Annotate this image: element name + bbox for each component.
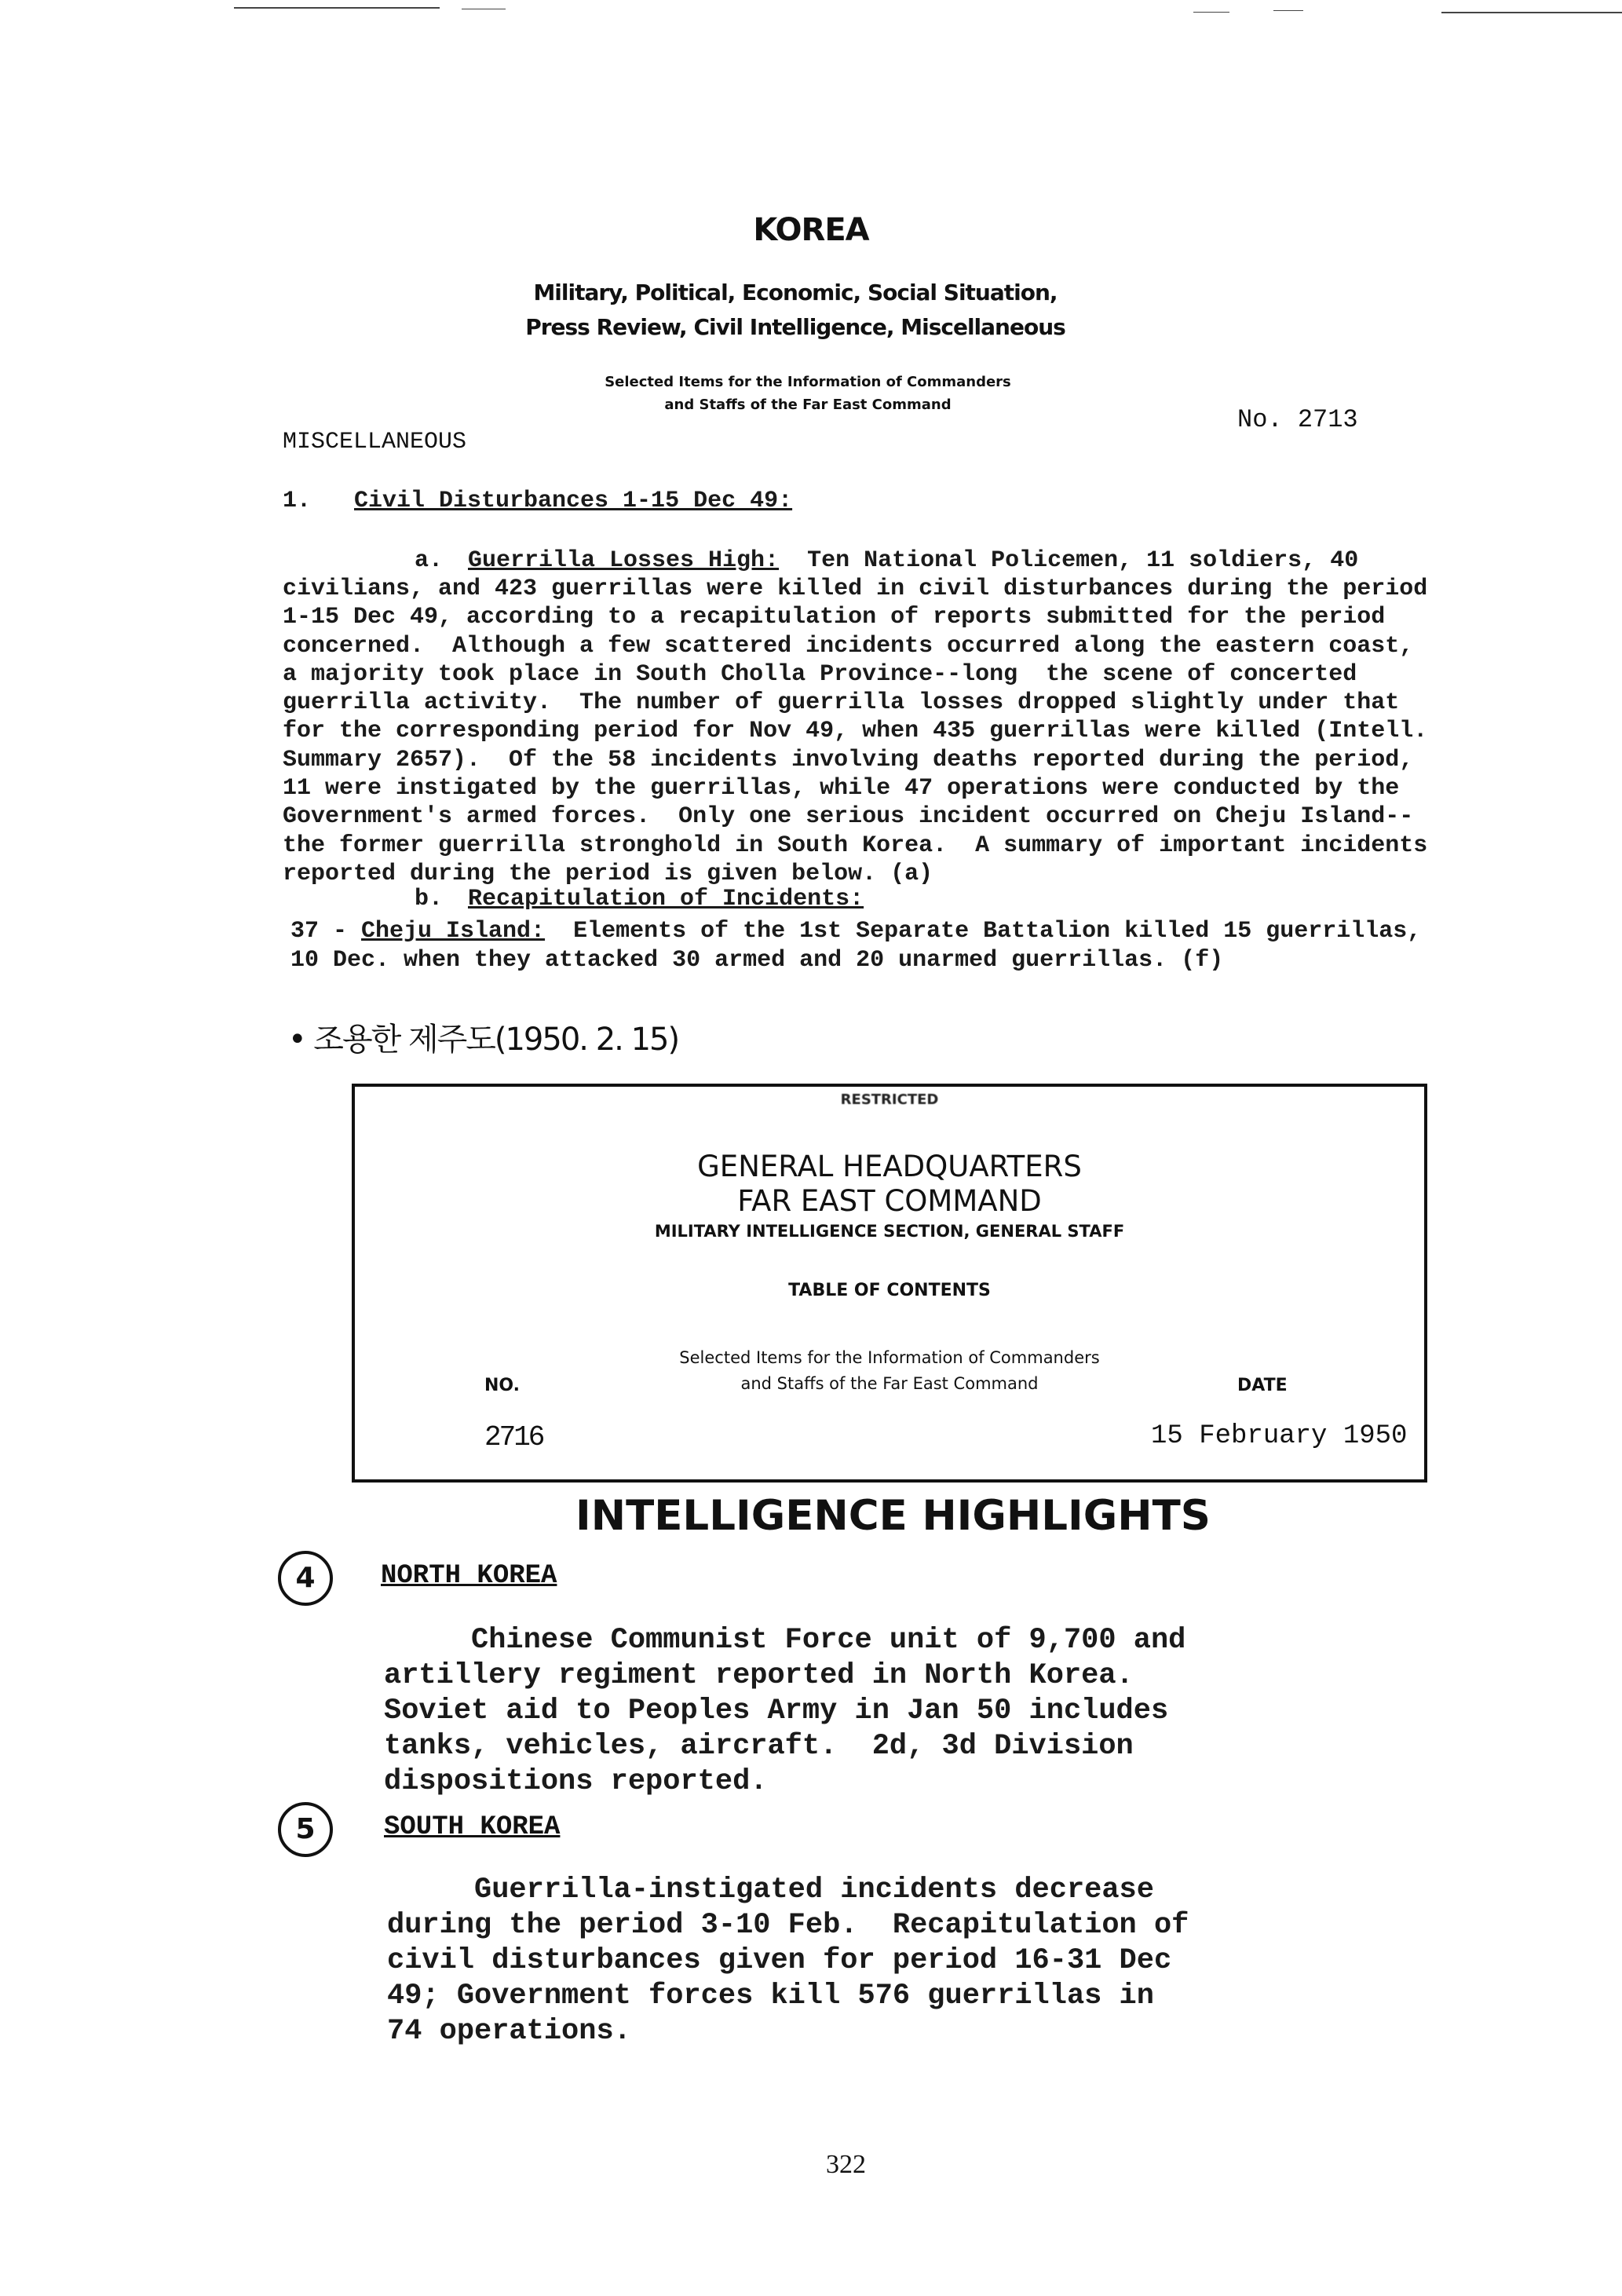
subitem-a-title: Guerrilla Losses High: bbox=[468, 547, 780, 574]
date-label: DATE bbox=[1237, 1376, 1288, 1395]
incident-number: 37 - bbox=[290, 918, 362, 945]
selected-items-line: Selected Items for the Information of Commanders bbox=[679, 1348, 1100, 1367]
scan-rule bbox=[1273, 10, 1303, 11]
selected-items-line: and Staffs of the Far East Command bbox=[664, 397, 952, 413]
text-line: reported during the period is given below. (a) bbox=[283, 860, 933, 887]
selected-items-line: and Staffs of the Far East Command bbox=[740, 1374, 1039, 1393]
scan-rule bbox=[1441, 12, 1622, 13]
text-line: guerrilla activity. The number of guerrilla losses dropped slightly under that bbox=[283, 689, 1400, 717]
text-line: Summary 2657). Of the 58 incidents involving deaths reported during the period, bbox=[283, 746, 1414, 773]
south-korea-paragraph bbox=[387, 1873, 1189, 2049]
text-line: a majority took place in South Cholla Province--long the scene of concerted bbox=[283, 660, 1357, 688]
text-line: dispositions reported. bbox=[384, 1765, 768, 1798]
text-line: Soviet aid to Peoples Army in Jan 50 includes bbox=[384, 1695, 1169, 1727]
subtitle-line: Press Review, Civil Intelligence, Miscellaneous bbox=[525, 314, 1065, 340]
cover-line-fec: FAR EAST COMMAND bbox=[737, 1184, 1042, 1218]
text-line: 1-15 Dec 49, according to a recapitulation of reports submitted for the period bbox=[283, 604, 1386, 631]
cover-line-ghq: GENERAL HEADQUARTERS bbox=[697, 1150, 1082, 1183]
section-heading-north-korea: NORTH KOREA bbox=[381, 1561, 557, 1591]
number-label: NO. bbox=[484, 1376, 520, 1395]
text-line: Guerrilla-instigated incidents decrease bbox=[387, 1874, 1154, 1907]
cover-line-mis: MILITARY INTELLIGENCE SECTION, GENERAL STAFF bbox=[654, 1222, 1125, 1241]
text-line: concerned. Although a few scattered incidents occurred along the eastern coast, bbox=[283, 632, 1414, 660]
photo-caption: • 조용한 제주도(1950. 2. 15) bbox=[288, 1022, 679, 1058]
highlights-title: INTELLIGENCE HIGHLIGHTS bbox=[575, 1492, 1211, 1540]
incident-entry-line: 10 Dec. when they attacked 30 armed and 20 unarmed guerrillas. (f) bbox=[290, 947, 1224, 974]
text-line: 49; Government forces kill 576 guerrillas in bbox=[387, 1980, 1154, 2013]
text-line: for the corresponding period for Nov 49, when 435 guerrillas were killed (Intell. bbox=[283, 718, 1428, 745]
selected-items-line: Selected Items for the Information of Commanders bbox=[605, 374, 1011, 390]
cover-page-box bbox=[352, 1084, 1427, 1483]
section-marker-4: 4 bbox=[278, 1551, 333, 1606]
item-title: Civil Disturbances 1-15 Dec 49: bbox=[354, 488, 793, 514]
issue-date: 15 February 1950 bbox=[1151, 1421, 1408, 1451]
incident-text: Elements of the 1st Separate Battalion killed 15 guerrillas, bbox=[545, 918, 1422, 945]
scan-rule bbox=[1193, 12, 1229, 13]
text-line: Chinese Communist Force unit of 9,700 and bbox=[384, 1624, 1186, 1657]
document-number: No. 2713 bbox=[1237, 405, 1358, 434]
section-label: MISCELLANEOUS bbox=[283, 429, 467, 455]
subitem-a-text: Ten National Policemen, 11 soldiers, 40 bbox=[779, 547, 1359, 574]
subitem-b-label: b. bbox=[415, 886, 444, 912]
subtitle-line: Military, Political, Economic, Social Situation, bbox=[533, 280, 1058, 305]
incident-location: Cheju Island: bbox=[361, 918, 546, 945]
item-number: 1. bbox=[283, 488, 312, 514]
table-of-contents-label: TABLE OF CONTENTS bbox=[788, 1281, 991, 1300]
text-line: artillery regiment reported in North Korea. bbox=[384, 1659, 1134, 1692]
text-line: 11 were instigated by the guerrillas, while 47 operations were conducted by the bbox=[283, 775, 1400, 803]
scan-rule bbox=[234, 7, 440, 9]
classification-stamp: RESTRICTED bbox=[840, 1091, 939, 1108]
subitem-a-paragraph bbox=[283, 575, 1427, 888]
text-line: civil disturbances given for period 16-31 Dec bbox=[387, 1944, 1172, 1977]
subitem-a-label: a. bbox=[415, 547, 444, 574]
north-korea-paragraph bbox=[384, 1623, 1185, 1800]
text-line: 74 operations. bbox=[387, 2015, 631, 2048]
section-marker-5: 5 bbox=[278, 1802, 333, 1857]
issue-number: 2716 bbox=[484, 1421, 543, 1453]
text-line: the former guerrilla stronghold in South Korea. A summary of important incidents bbox=[283, 832, 1428, 859]
subitem-b-title: Recapitulation of Incidents: bbox=[468, 886, 864, 912]
incident-entry bbox=[290, 917, 1421, 945]
text-line: Government's armed forces. Only one serious incident occurred on Cheju Island-- bbox=[283, 803, 1414, 831]
document-title: KOREA bbox=[753, 212, 869, 248]
text-line: during the period 3-10 Feb. Recapitulation of bbox=[387, 1909, 1189, 1942]
text-line: civilians, and 423 guerrillas were killed in civil disturbances during the period bbox=[283, 576, 1428, 602]
section-heading-south-korea: SOUTH KOREA bbox=[384, 1812, 561, 1842]
text-line: tanks, vehicles, aircraft. 2d, 3d Division bbox=[384, 1730, 1134, 1763]
page-number: 322 bbox=[826, 2150, 866, 2179]
subitem-a-first-line bbox=[468, 547, 1358, 575]
